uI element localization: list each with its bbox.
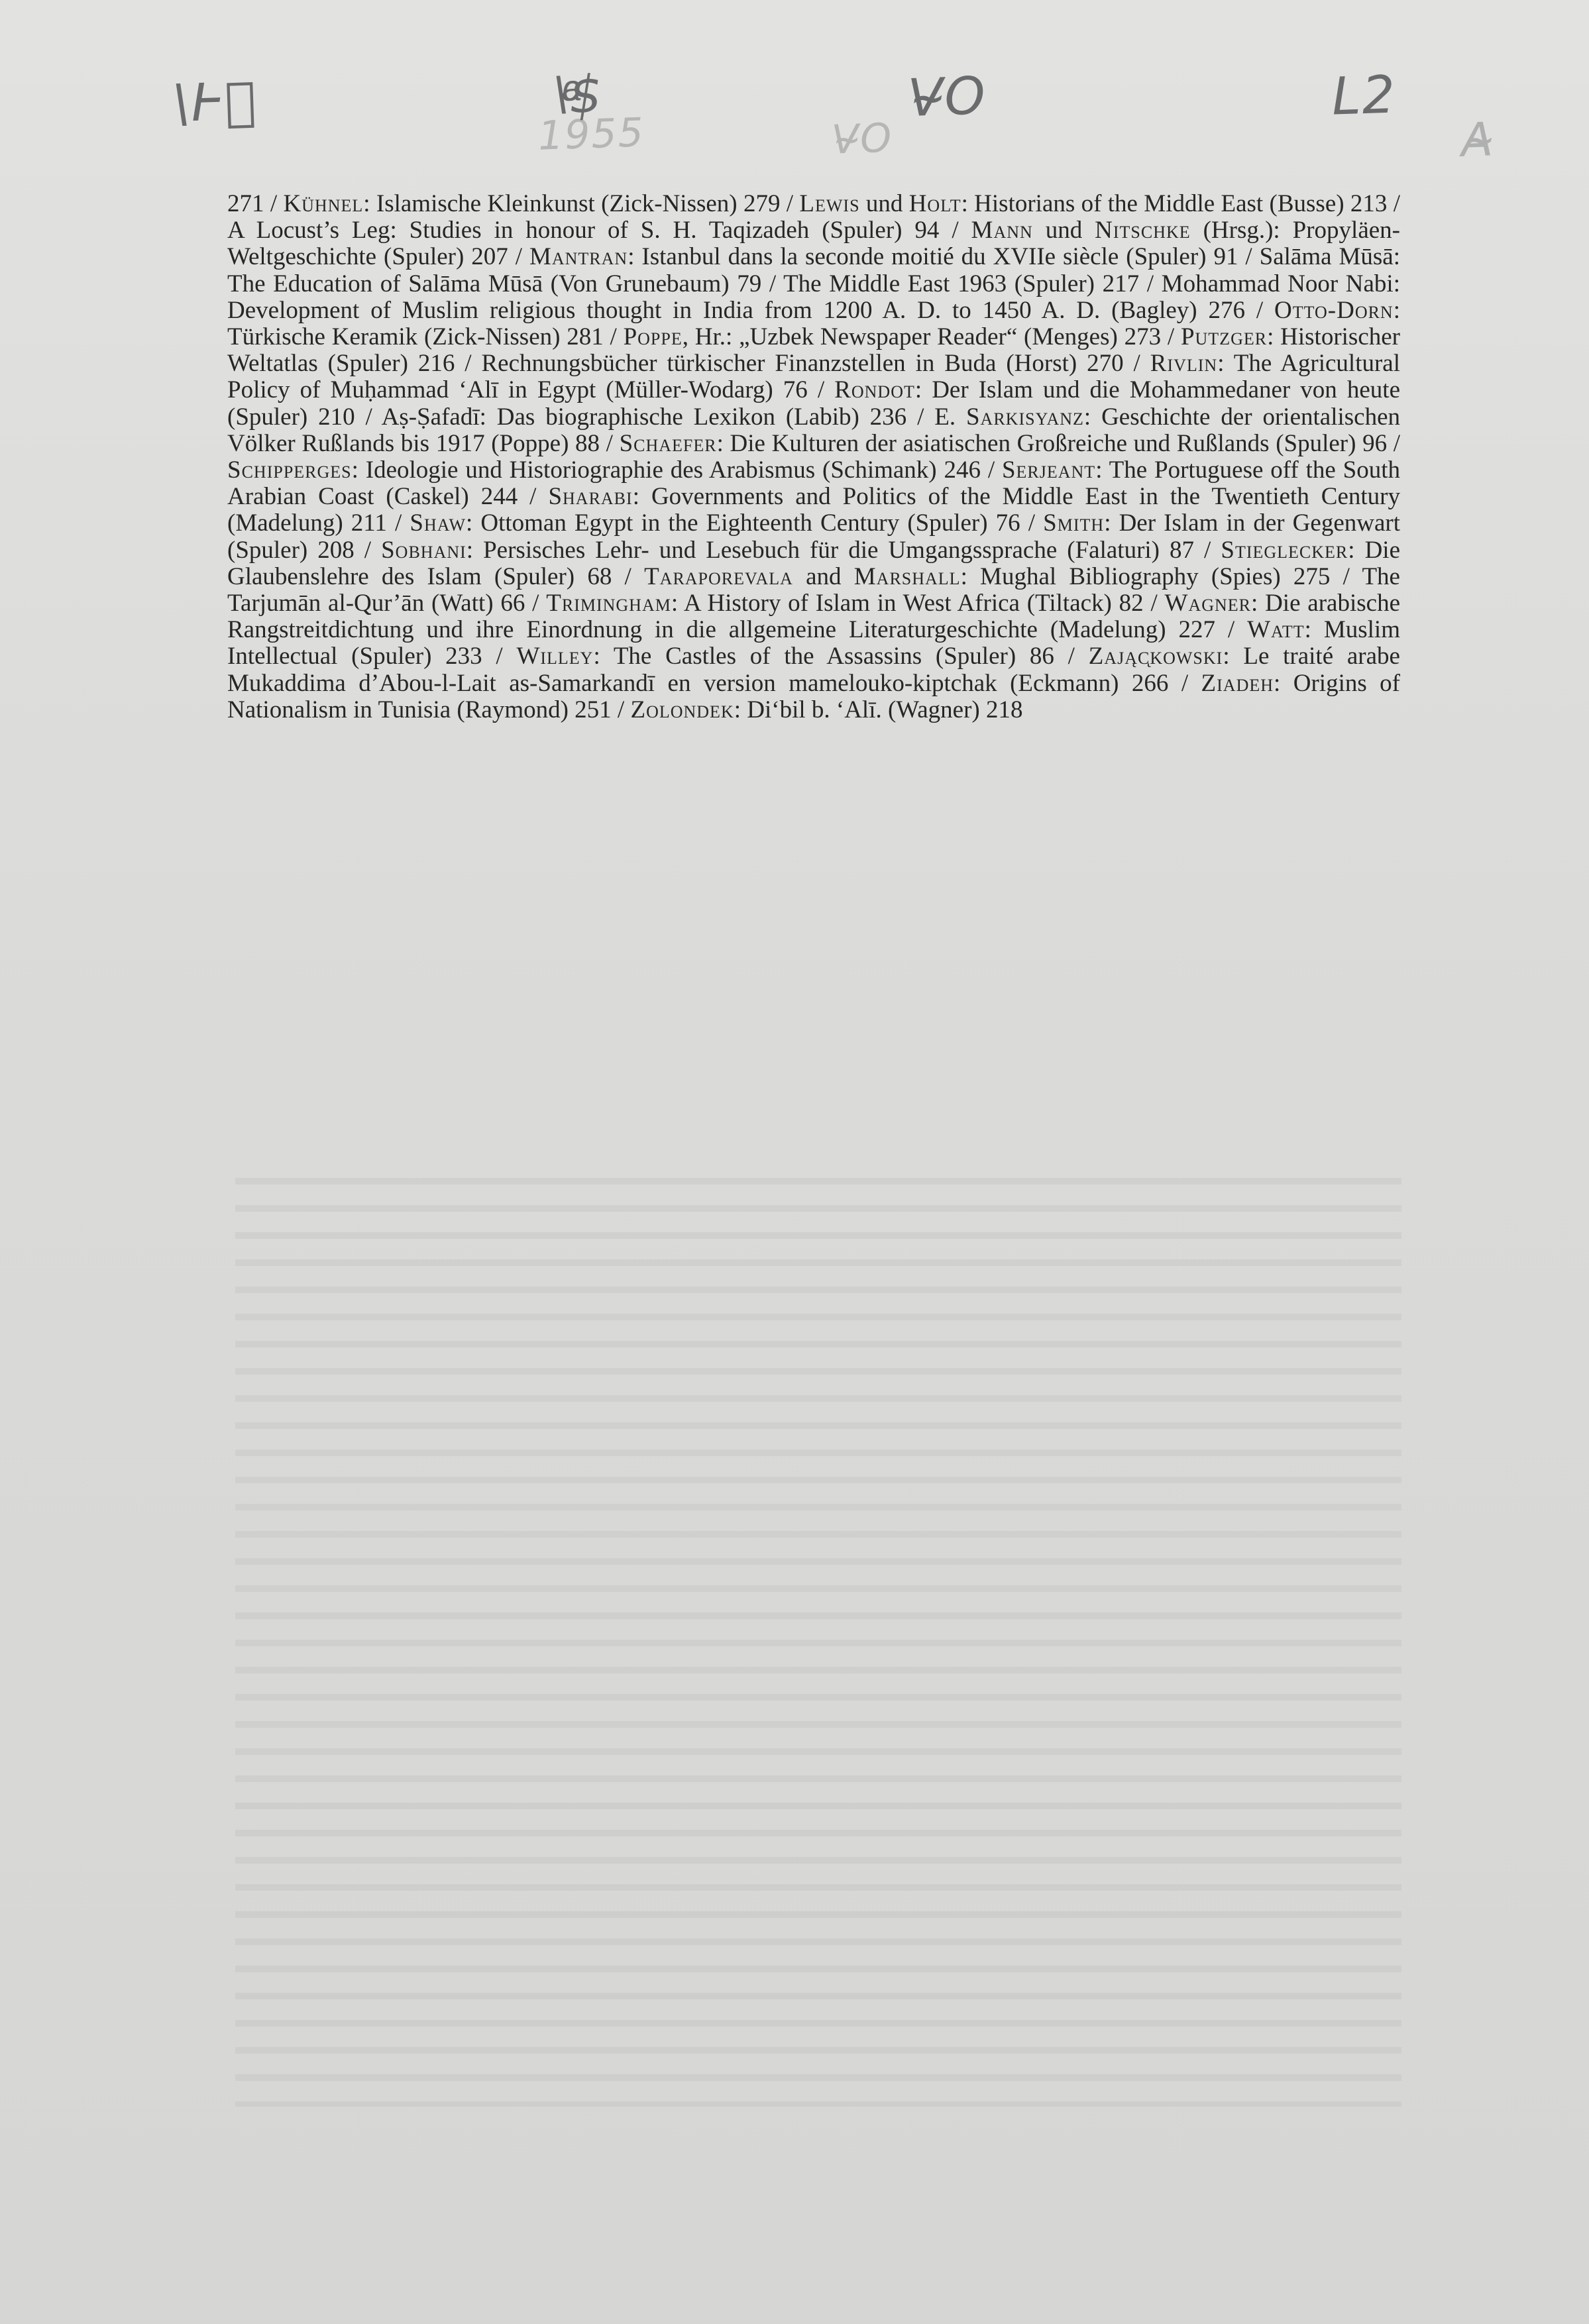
entry-text: : Historischer Weltatlas (Spuler) 216 / Rechnungsbücher türkischer Finanzstellen in Buda (Horst) 270 /	[227, 323, 1400, 378]
author-name: Schipperges	[227, 456, 352, 484]
author-name: Mann	[971, 217, 1033, 244]
entry-text: : Geschichte der orientalischen Völker Rußlands bis 1917 (Poppe) 88 /	[227, 403, 1400, 457]
author-name: Shaw	[410, 509, 466, 537]
faint-bleed-note-1: A̴	[1460, 112, 1496, 168]
author-name: Lewis	[799, 190, 860, 217]
entry-text: : Istanbul dans la seconde moitié du XVIIe siècle (Spuler) 91 / Salāma Mūsā: The Education of Salāma Mūsā (Von Grunebaum) 79 / The Middle East 1963 (Spuler) 217 / Mohammad Noor Nabi: Development of Muslim religious thought in India from 1200 A. D. to 1450 A. D. (Bagley) 276 /	[227, 243, 1400, 324]
author-name: Rondot	[834, 376, 915, 404]
author-name: Stieglecker	[1221, 536, 1348, 564]
review-index-text	[227, 191, 1400, 723]
entry-text: und	[859, 190, 909, 217]
author-name: Rivlin	[1150, 350, 1218, 378]
author-name: Taraporevala	[644, 562, 793, 590]
faint-bleed-note-2: V̴O	[830, 115, 894, 164]
entry-text: : Die Glaubenslehre des Islam (Spuler) 68 /	[227, 536, 1400, 590]
author-name: Poppe	[623, 323, 683, 351]
entry-text: : Ideologie und Historiographie des Arabismus (Schimank) 246 /	[351, 456, 1002, 484]
author-name: Otto-Dorn	[1274, 296, 1394, 324]
author-name: Schaefer	[619, 429, 717, 457]
entry-text: : Der Islam und die Mohammedaner von heute (Spuler) 210 / Aṣ-Ṣafadī: Das biographische Lexikon (Labib) 236 / E.	[227, 376, 1400, 431]
entry-text: : Die Kulturen der asiatischen Großreiche und Rußlands (Spuler) 96 /	[716, 429, 1400, 457]
author-name: Sobhani	[381, 536, 466, 564]
author-name: Mantran	[529, 243, 628, 271]
entry-text: : Türkische Keramik (Zick-Nissen) 281 /	[227, 296, 1400, 351]
entry-text: : Governments and Politics of the Middle East in the Twentieth Century (Madelung) 211 /	[227, 483, 1400, 537]
entry-text: : Le traité arabe Mukaddima d’Abou-l-Lait as-Samarkandī en version mamelouko-kiptchak (Eckmann) 266 /	[227, 643, 1400, 697]
entry-text: : Persisches Lehr- und Lesebuch für die Umgangssprache (Falaturi) 87 /	[466, 536, 1221, 564]
author-name: Watt	[1247, 616, 1305, 644]
handwritten-note-4: L2	[1331, 65, 1397, 127]
entry-text: , Hr.: „Uzbek Newspaper Reader“ (Menges) 273 /	[682, 323, 1181, 351]
author-name: Zając̨kowski	[1088, 643, 1223, 670]
author-name: Kühnel	[283, 190, 364, 217]
review-index-paragraph	[227, 191, 1400, 723]
entry-text: : Historians of the Middle East (Busse) 213 / A Locust’s Leg: Studies in honour of S. H. Taqizadeh (Spuler) 94 /	[227, 190, 1401, 244]
author-name: Marshall	[853, 562, 961, 590]
entry-text: : Der Islam in der Gegenwart (Spuler) 208 /	[227, 509, 1400, 564]
entry-text: : Die arabische Rangstreitdichtung und ihre Einordnung in die allgemeine Literaturgeschichte (Madelung) 227 /	[227, 590, 1400, 644]
entry-text: : Origins of Nationalism in Tunisia (Raymond) 251 /	[227, 669, 1401, 723]
author-name: Sharabi	[548, 483, 633, 511]
handwritten-note-2: \ͣͨ$	[552, 64, 604, 127]
handwritten-note-1: \Ͱͦ	[171, 71, 258, 134]
author-name: Willey	[516, 643, 594, 670]
entry-text: : Islamische Kleinkunst (Zick-Nissen) 279 /	[363, 190, 800, 217]
author-name: Sarkisyanz	[965, 403, 1084, 431]
entry-text: : The Portuguese off the South Arabian Coast (Caskel) 244 /	[227, 456, 1400, 511]
entry-text: : Ottoman Egypt in the Eighteenth Century (Spuler) 76 /	[465, 509, 1044, 537]
entry-text: : Di‘bil b. ‘Alī. (Wagner) 218	[734, 696, 1023, 723]
entry-text: : A History of Islam in West Africa (Tiltack) 82 /	[671, 590, 1165, 617]
author-name: Serjeant	[1001, 456, 1096, 484]
author-name: Nitschke	[1095, 217, 1191, 244]
author-name: Zolondek	[630, 696, 734, 723]
entry-text: (Hrsg.): Propyläen-Weltgeschichte (Spuler) 207 /	[227, 217, 1400, 271]
handwritten-note-3: V̴O	[906, 66, 988, 129]
author-name: Putzger	[1180, 323, 1268, 351]
entry-text: : The Castles of the Assassins (Spuler) 86 /	[593, 643, 1089, 670]
show-through-text	[235, 1166, 1401, 2107]
entry-text: : Muslim Intellectual (Spuler) 233 /	[227, 616, 1400, 670]
entry-text: 271 /	[227, 190, 284, 217]
author-name: Smith	[1043, 509, 1105, 537]
entry-text: : Mughal Bibliography (Spies) 275 / The Tarjumān al-Qur’ān (Watt) 66 /	[227, 562, 1400, 617]
entry-text: und	[1032, 217, 1095, 244]
author-name: Ziadeh	[1201, 669, 1274, 697]
author-name: Trimingham	[546, 590, 671, 617]
author-name: Holt	[908, 190, 961, 217]
entry-text: and	[793, 562, 854, 590]
entry-text: : The Agricultural Policy of Muḥammad ‘Alī in Egypt (Müller-Wodarg) 76 /	[227, 350, 1400, 404]
author-name: Wagner	[1164, 590, 1252, 617]
faint-bleed-note-3: 1955	[537, 109, 645, 160]
